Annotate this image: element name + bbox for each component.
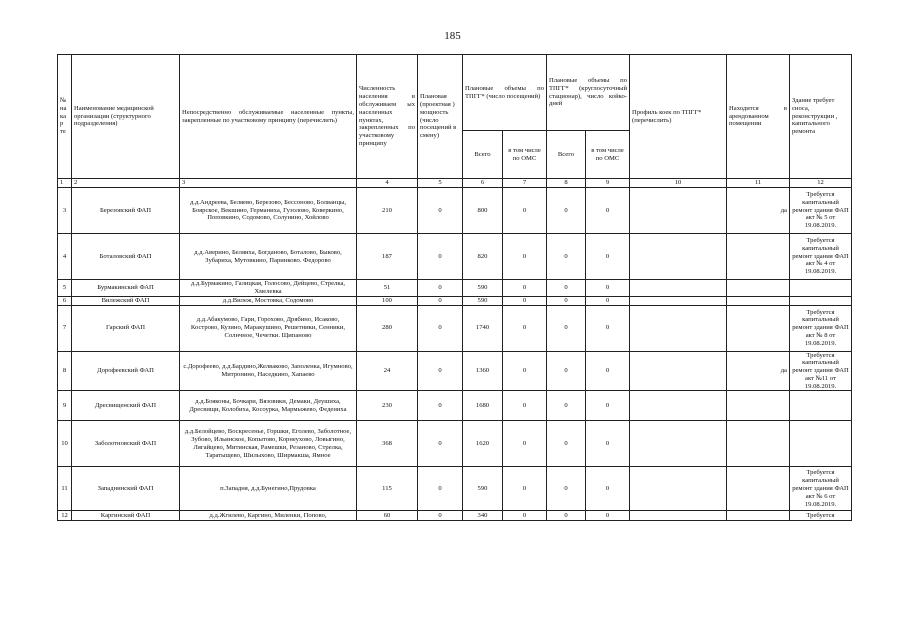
cell-no: 9 [58,391,72,421]
cell-beds-total: 0 [547,234,586,280]
cell-settlements: д.д.Жгилево, Каргино, Миленки, Попово, [180,511,357,521]
cell-visits-oms: 0 [503,421,547,467]
table-row [58,511,852,521]
cell-settlements: д.д.Абакумово, Гари, Горохово, Дрябино, Исаково, Кострово, Кузино, Маракушино, Решетники, Сенники, Солнчное, Чечетки. Щипаново [180,305,357,351]
cell-name: Бурмакинский ФАП [72,280,180,297]
cell-repair: Требуется капитальный ремонт здания ФАП акт № 4 от 19.08.2019. [790,234,852,280]
cell-capacity: 0 [418,305,463,351]
cell-visits-oms: 0 [503,305,547,351]
cell-beds-oms: 0 [586,234,630,280]
cell-profile [630,467,727,511]
table-row [58,391,852,421]
header-population: Численность населения в обслуживаем ых населенных пунктах, закрепленных по участковому принципу [357,55,418,179]
cell-name: Вилежский ФАП [72,296,180,305]
cell-visits-oms: 0 [503,234,547,280]
cell-name: Каргинский ФАП [72,511,180,521]
cell-name: Заболотновский ФАП [72,421,180,467]
cell-name: Дорофеевский ФАП [72,351,180,391]
header-visits-oms: в том числе по ОМС [503,131,547,179]
header-profile: Профиль коек по ТПГГ* (перечислить) [630,55,727,179]
cell-beds-oms: 0 [586,391,630,421]
cell-settlements: д.д.Вилеж, Мостовка, Содомово [180,296,357,305]
cell-visits-total: 590 [463,467,503,511]
cell-visits-total: 340 [463,511,503,521]
cell-profile [630,511,727,521]
cell-repair [790,421,852,467]
cell-beds-total: 0 [547,305,586,351]
col-number: 10 [630,179,727,188]
cell-settlements: д.д.Андреева, Беляево, Березово, Бессоново, Болванцы, Боярское, Векшино, Германиха, Гузолово, Коверкино, Поповкино, Содомово, Солунино, Хойлово [180,188,357,234]
cell-visits-oms: 0 [503,296,547,305]
cell-capacity: 0 [418,351,463,391]
table-row [58,421,852,467]
cell-profile [630,188,727,234]
header-org: Наименование медицинской организации (структурного подразделения) [72,55,180,179]
cell-beds-oms: 0 [586,467,630,511]
cell-beds-oms: 0 [586,296,630,305]
cell-visits-oms: 0 [503,280,547,297]
col-number: 5 [418,179,463,188]
cell-population: 230 [357,391,418,421]
cell-profile [630,391,727,421]
cell-rented [727,421,790,467]
cell-visits-total: 1740 [463,305,503,351]
cell-no: 8 [58,351,72,391]
table-row [58,280,852,297]
cell-capacity: 0 [418,511,463,521]
table-row [58,467,852,511]
column-number-row [58,179,852,188]
cell-repair [790,280,852,297]
cell-beds-total: 0 [547,351,586,391]
cell-repair: Требуется капитальный ремонт здания ФАП акт № 8 от 19.08.2019. [790,305,852,351]
header-no: № на кар те [58,55,72,179]
cell-settlements: д.д.Белойцево, Воскресенье, Горшки, Еголево, Заболотное, Зубово, Ильинское, Копытово, Корнеухово, Ловыгино, Лягайцево, Митинская, Рамешки, Резаново, Стрелка, Таратыщево, Шилыхово, Ширмакша, Ямное [180,421,357,467]
cell-capacity: 0 [418,234,463,280]
cell-beds-total: 0 [547,296,586,305]
cell-repair: Требуется капитальный ремонт здания ФАП акт № 6 от 19.08.2019. [790,467,852,511]
cell-visits-oms: 0 [503,391,547,421]
cell-profile [630,296,727,305]
cell-profile [630,351,727,391]
cell-capacity: 0 [418,391,463,421]
cell-visits-total: 590 [463,280,503,297]
cell-rented [727,467,790,511]
cell-population: 210 [357,188,418,234]
cell-beds-oms: 0 [586,421,630,467]
cell-no: 5 [58,280,72,297]
cell-beds-total: 0 [547,421,586,467]
cell-no: 11 [58,467,72,511]
cell-visits-oms: 0 [503,467,547,511]
cell-name: Боталовский ФАП [72,234,180,280]
cell-population: 280 [357,305,418,351]
table-row [58,296,852,305]
header-beds-oms: в том числе по ОМС [586,131,630,179]
col-number: 6 [463,179,503,188]
cell-repair: Требуется капитальный ремонт здания ФАП акт №11 от 19.08.2019. [790,351,852,391]
cell-settlements: с.Дорофеево, д.д.Бардино,Желваково, Заполенка, Игумново, Митронино, Наседкино, Хапаево [180,351,357,391]
col-number: 3 [180,179,357,188]
cell-no: 7 [58,305,72,351]
header-tpgg-beds: Плановые объемы по ТПГГ* (круглосуточный стационар), число койко-дней [547,55,630,131]
cell-no: 12 [58,511,72,521]
cell-repair [790,391,852,421]
cell-repair: Требуется капитальный ремонт здания ФАП акт № 5 от 19.08.2019. [790,188,852,234]
table-row [58,305,852,351]
cell-population: 51 [357,280,418,297]
cell-beds-total: 0 [547,280,586,297]
cell-beds-total: 0 [547,188,586,234]
cell-settlements: д.д.Аверино, Беляиха, Богданово, Боталово, Быково, Зубариха, Мутовкино, Паринково. Федорово [180,234,357,280]
cell-beds-total: 0 [547,467,586,511]
cell-population: 368 [357,421,418,467]
cell-name: Западнинский ФАП [72,467,180,511]
cell-beds-total: 0 [547,391,586,421]
col-number: 4 [357,179,418,188]
cell-capacity: 0 [418,296,463,305]
cell-name: Гарский ФАП [72,305,180,351]
table-body [58,188,852,521]
cell-no: 4 [58,234,72,280]
header-settlements: Непосредственно обслуживаемые населенные пункты, закрепленные по участковому принципу (перечислить) [180,55,357,179]
col-number: 8 [547,179,586,188]
cell-rented [727,296,790,305]
cell-visits-oms: 0 [503,511,547,521]
cell-rented [727,391,790,421]
table-row [58,188,852,234]
table-row [58,234,852,280]
cell-visits-total: 1680 [463,391,503,421]
col-number: 11 [727,179,790,188]
cell-profile [630,305,727,351]
cell-beds-total: 0 [547,511,586,521]
cell-population: 187 [357,234,418,280]
cell-visits-total: 1360 [463,351,503,391]
cell-no: 6 [58,296,72,305]
header-visits-total: Всего [463,131,503,179]
cell-settlements: п.Западня, д.д.Бунегино,Прудовка [180,467,357,511]
col-number: 7 [503,179,547,188]
cell-population: 24 [357,351,418,391]
cell-capacity: 0 [418,188,463,234]
cell-population: 60 [357,511,418,521]
cell-beds-oms: 0 [586,280,630,297]
cell-visits-oms: 0 [503,188,547,234]
page-number: 185 [444,30,461,42]
cell-settlements: д.д.Бурмакино, Галицкая, Голосово, Дейцево, Стрелка, Хмелевка [180,280,357,297]
cell-visits-total: 590 [463,296,503,305]
cell-repair [790,296,852,305]
cell-capacity: 0 [418,280,463,297]
cell-visits-total: 1620 [463,421,503,467]
cell-no: 3 [58,188,72,234]
cell-beds-oms: 0 [586,188,630,234]
fap-table [57,54,852,521]
cell-name: Дресвищенский ФАП [72,391,180,421]
cell-no: 10 [58,421,72,467]
col-number: 9 [586,179,630,188]
cell-capacity: 0 [418,421,463,467]
cell-rented [727,234,790,280]
cell-profile [630,280,727,297]
table-row [58,351,852,391]
col-number: 1 [58,179,72,188]
header-rented: Находится в арендованном помещении [727,55,790,179]
cell-rented [727,280,790,297]
cell-profile [630,421,727,467]
cell-settlements: д.д.Бояконы, Бочкари, Вязовики, Демаки, Деушиха, Дресвищи, Колобиха, Косоурка, Мармыжево, Федениха [180,391,357,421]
cell-capacity: 0 [418,467,463,511]
cell-visits-total: 820 [463,234,503,280]
header-repair: Здание требует сноса, реконструкции , капитального ремонта [790,55,852,179]
cell-rented: да [727,188,790,234]
col-number: 2 [72,179,180,188]
cell-visits-oms: 0 [503,351,547,391]
header-tpgg-visits: Плановые объемы по ТПГГ* (число посещений) [463,55,547,131]
cell-profile [630,234,727,280]
header-capacity: Плановая (проектная ) мощность (число посещений в смену) [418,55,463,179]
cell-name: Березовский ФАП [72,188,180,234]
cell-rented [727,305,790,351]
cell-beds-oms: 0 [586,511,630,521]
cell-rented: да [727,351,790,391]
cell-beds-oms: 0 [586,305,630,351]
cell-visits-total: 800 [463,188,503,234]
cell-population: 115 [357,467,418,511]
cell-beds-oms: 0 [586,351,630,391]
col-number: 12 [790,179,852,188]
cell-rented [727,511,790,521]
cell-repair: Требуется [790,511,852,521]
cell-population: 100 [357,296,418,305]
header-beds-total: Всего [547,131,586,179]
